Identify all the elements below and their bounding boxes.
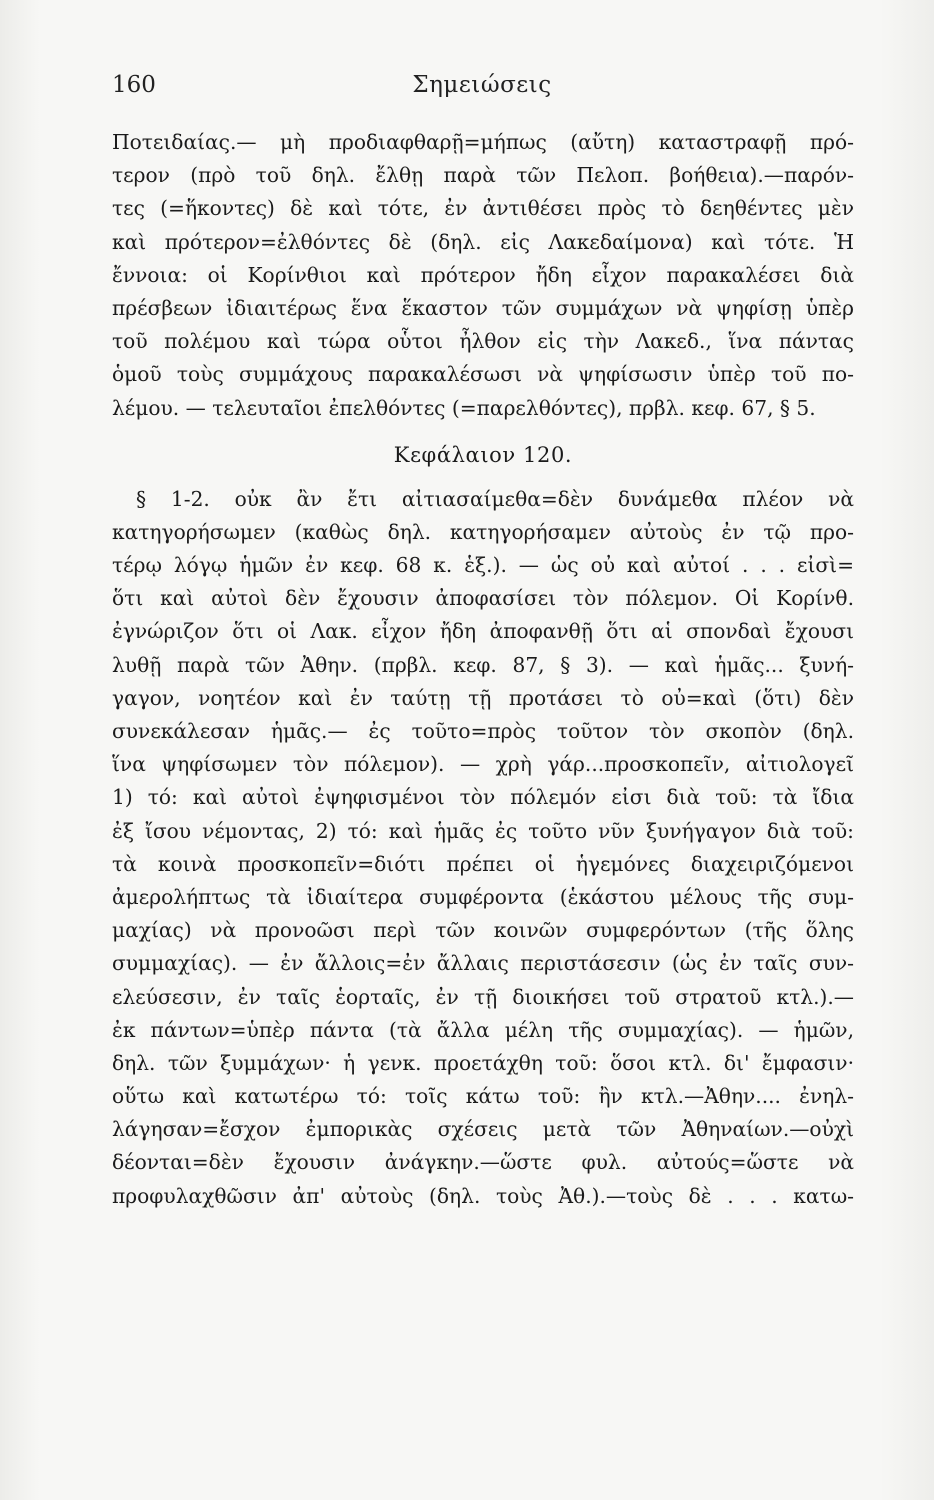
text-line: 1) τό: καὶ αὐτοὶ ἐψηφισμένοι τὸν πόλεμόν εἰσι διὰ τοῦ: τὰ ἴδια	[112, 785, 854, 810]
text-line: κατηγορήσωμεν (καθὼς δηλ. κατηγορήσαμεν αὐτοὺς ἐν τῷ προ-	[112, 519, 854, 544]
text-line: προφυλαχθῶσιν ἀπ' αὐτοὺς (δηλ. τοὺς Ἀθ.).—τοὺς δὲ . . . κατω-	[112, 1183, 854, 1208]
text-line: Ποτειδαίας.— μὴ προδιαφθαρῇ=μήπως (αὔτη) καταστραφῇ πρό-	[112, 130, 854, 154]
text-line: ελεύσεσιν, ἐν ταῖς ἑορταῖς, ἐν τῇ διοικήσει τοῦ στρατοῦ κτλ.).—	[112, 984, 854, 1009]
text-line: πρέσβεων ἰδιαιτέρως ἕνα ἕκαστον τῶν συμμάχων νὰ ψηφίσῃ ὑπὲρ	[112, 295, 854, 320]
text-line: τοῦ πολέμου καὶ τώρα οὗτοι ἦλθον εἰς τὴν Λακεδ., ἵνα πάντας	[112, 329, 854, 354]
text-line: ἔννοια: οἱ Κορίνθιοι καὶ πρότερον ἤδη εἶχον παρακαλέσει διὰ	[112, 262, 854, 287]
text-line: συμμαχίας). — ἐν ἄλλοις=ἐν ἄλλαις περιστάσεσιν (ὡς ἐν ταῖς συν-	[112, 951, 854, 976]
chapter-heading: Κεφάλαιον 120.	[393, 442, 573, 467]
paragraph-notes-119	[112, 126, 854, 425]
paragraph-notes-120	[112, 483, 854, 1213]
text-line: ἵνα ψηφίσωμεν τὸν πόλεμον). — χρὴ γάρ...προσκοπεῖν, αἰτιολογεῖ	[112, 752, 854, 777]
text-line: οὕτω καὶ κατωτέρω τό: τοῖς κάτω τοῦ: ἢν κτλ.—Ἀθην.... ἐνηλ-	[112, 1084, 854, 1109]
text-line: δέονται=δὲν ἔχουσιν ἀνάγκην.—ὥστε φυλ. αὐτούς=ὥστε νὰ	[112, 1150, 854, 1175]
text-line: μαχίας) νὰ προνοῶσι περὶ τῶν κοινῶν συμφερόντων (τῆς ὅλης	[112, 918, 854, 943]
text-line: τερον (πρὸ τοῦ δηλ. ἔλθῃ παρὰ τῶν Πελοπ. βοήθεια).—παρόν-	[112, 163, 854, 188]
text-line: τες (=ἥκοντες) δὲ καὶ τότε, ἐν ἀντιθέσει πρὸς τὸ δεηθέντες μὲν	[112, 196, 854, 221]
text-line: δηλ. τῶν ξυμμάχων· ἡ γενκ. προετάχθη τοῦ: ὅσοι κτλ. δι' ἔμφασιν·	[112, 1050, 854, 1075]
text-line: τὰ κοινὰ προσκοπεῖν=διότι πρέπει οἱ ἡγεμόνες διαχειριζόμενοι	[112, 851, 854, 876]
body-text	[112, 126, 854, 1213]
page-number: 160	[112, 72, 156, 98]
text-line: συνεκάλεσαν ἡμᾶς.— ἐς τοῦτο=πρὸς τοῦτον τὸν σκοπὸν (δηλ.	[112, 719, 854, 743]
page-header	[112, 72, 852, 112]
text-line: § 1-2. οὐκ ἂν ἔτι αἰτιασαίμεθα=δὲν δυνάμεθα πλέον νὰ	[136, 486, 854, 511]
text-line: γαγον, νοητέον καὶ ἐν ταύτῃ τῇ προτάσει τὸ οὐ=καὶ (ὅτι) δὲν	[112, 685, 854, 710]
text-line: ἐκ πάντων=ὑπὲρ πάντα (τὰ ἄλλα μέλη τῆς συμμαχίας). — ἡμῶν,	[112, 1017, 854, 1042]
text-line: λάγησαν=ἔσχον ἐμπορικὰς σχέσεις μετὰ τῶν Ἀθηναίων.—οὐχὶ	[112, 1117, 854, 1142]
text-line: ὅτι καὶ αὐτοὶ δὲν ἔχουσιν ἀποφασίσει τὸν πόλεμον. Οἱ Κορίνθ.	[112, 586, 854, 611]
text-line: ἐγνώριζον ὅτι οἱ Λακ. εἶχον ἤδη ἀποφανθῇ ὅτι αἱ σπονδαὶ ἔχουσι	[112, 619, 854, 644]
text-line: λέμου. — τελευταῖοι ἐπελθόντες (=παρελθόντες), πρβλ. κεφ. 67, § 5.	[112, 395, 816, 420]
running-title: Σημειώσεις	[412, 72, 552, 98]
text-line: ὁμοῦ τοὺς συμμάχους παρακαλέσωσι νὰ ψηφίσωσιν ὑπὲρ τοῦ πο-	[112, 362, 854, 387]
text-line: ἐξ ἴσου νέμοντας, 2) τό: καὶ ἡμᾶς ἐς τοῦτο νῦν ξυνήγαγον διὰ τοῦ:	[112, 818, 854, 843]
text-line: καὶ πρότερον=ἐλθόντες δὲ (δηλ. εἰς Λακεδαίμονα) καὶ τότε. Ἡ	[112, 229, 854, 254]
text-line: λυθῇ παρὰ τῶν Ἀθην. (πρβλ. κεφ. 87, § 3). — καὶ ἡμᾶς... ξυνή-	[112, 652, 854, 677]
text-line: ἀμερολήπτως τὰ ἰδιαίτερα συμφέροντα (ἑκάστου μέλους τῆς συμ-	[112, 884, 854, 909]
text-line: τέρῳ λόγῳ ἡμῶν ἐν κεφ. 68 κ. ἑξ.). — ὡς οὐ καὶ αὐτοί . . . εἰσὶ=	[112, 553, 854, 578]
